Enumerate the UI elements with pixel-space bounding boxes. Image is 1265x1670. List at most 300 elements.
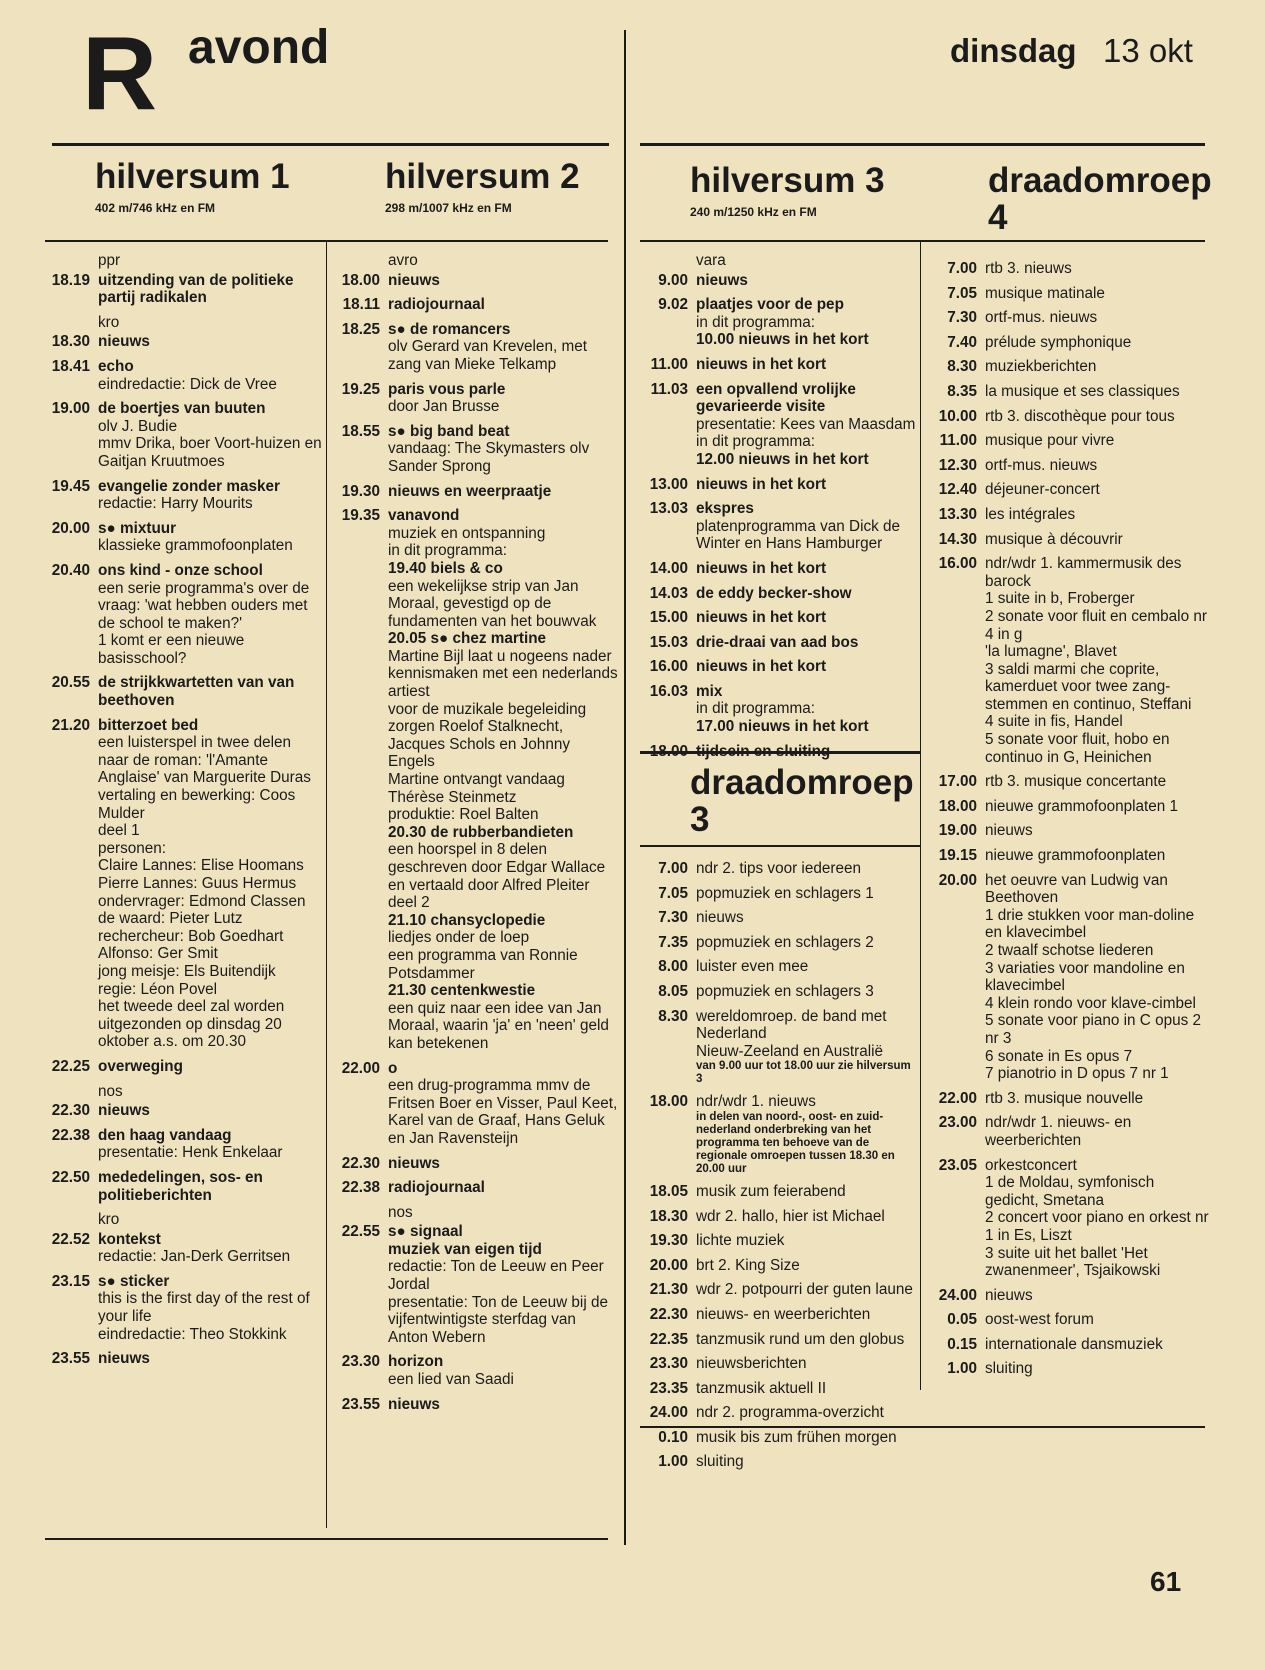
program-time: 22.25 <box>51 1057 90 1075</box>
program-description: rtb 3. musique nouvelle <box>985 1089 1144 1107</box>
program-time: 8.30 <box>658 1007 688 1025</box>
program-entry <box>328 321 618 374</box>
program-entry <box>328 381 618 416</box>
program-details <box>696 1183 918 1201</box>
program-entry <box>40 272 322 307</box>
program-description: tanzmusik rund um den globus <box>696 1330 905 1348</box>
program-details <box>98 400 322 470</box>
program-details <box>98 1127 322 1162</box>
program-details <box>696 934 918 952</box>
program-title: nieuws <box>98 1350 150 1368</box>
program-time: 7.05 <box>658 884 688 902</box>
program-title: ons kind - onze school <box>98 561 263 579</box>
program-time: 11.00 <box>939 432 977 450</box>
broadcaster-name: nos <box>388 1203 413 1221</box>
program-title: s● sticker <box>98 1272 170 1290</box>
program-description: presentatie: Henk Enkelaar <box>98 1144 283 1162</box>
program-details <box>696 1232 918 1250</box>
program-title: den haag vandaag <box>98 1126 232 1144</box>
program-details <box>985 383 1211 401</box>
program-title: uitzending van de politieke partij radikalen <box>98 271 294 307</box>
program-details <box>696 1355 918 1373</box>
program-time: 0.15 <box>947 1335 977 1353</box>
program-title: s● signaal <box>388 1223 463 1241</box>
program-entry <box>40 400 322 470</box>
program-note: van 9.00 uur tot 18.00 uur zie hilversum 3 <box>696 1060 911 1086</box>
program-description: eindredactie: Dick de Vree <box>98 375 277 393</box>
program-details <box>388 483 618 501</box>
program-description: nieuws <box>985 1286 1033 1304</box>
program-description: rtb 3. discothèque pour tous <box>985 407 1175 425</box>
program-description: ndr/wdr 1. nieuws <box>696 1093 816 1111</box>
program-time: 7.30 <box>658 909 688 927</box>
program-entry <box>40 1058 322 1076</box>
program-description: les intégrales <box>985 505 1076 523</box>
h3-freq: 240 m/1250 kHz en FM <box>690 205 817 219</box>
d3-schedule <box>636 860 918 1478</box>
program-details <box>388 1396 618 1414</box>
program-description: het oeuvre van Ludwig van Beethoven 1 drie stukken voor man-doline en klavecimbel 2 twaalf schotse liederen 3 variaties voor mandoline en klavecimbel 4 klein rondo voor klave-cimbel 5 sonate voor piano in C opus 2 nr 3 6 sonate in Es opus 7 7 pianotrio in D opus 7 nr 1 <box>985 871 1202 1083</box>
h2-freq: 298 m/1007 kHz en FM <box>385 201 512 215</box>
broadcaster-label <box>328 252 618 270</box>
program-details <box>985 457 1211 475</box>
program-time: 13.00 <box>649 475 688 493</box>
program-description: musique à découvrir <box>985 530 1123 548</box>
program-details <box>388 1353 618 1388</box>
program-entry <box>921 847 1211 865</box>
broadcaster-name: nos <box>98 1082 123 1100</box>
program-entry <box>636 958 918 976</box>
program-description: la musique et ses classiques <box>985 382 1180 400</box>
program-entry <box>328 272 618 290</box>
program-time: 0.05 <box>947 1311 977 1329</box>
program-details <box>98 358 322 393</box>
program-time: 7.05 <box>947 284 977 302</box>
program-time: 8.30 <box>947 358 977 376</box>
program-details <box>98 1058 322 1076</box>
program-time: 19.35 <box>341 507 380 525</box>
program-details <box>98 1102 322 1120</box>
h2-name: hilversum 2 <box>385 157 580 196</box>
program-entry <box>40 717 322 1051</box>
program-time: 19.00 <box>51 400 90 418</box>
broadcaster-label <box>40 314 322 332</box>
program-title: radiojournaal <box>388 1179 485 1197</box>
program-entry <box>921 531 1211 549</box>
program-entry <box>636 1183 918 1201</box>
program-time: 18.30 <box>51 333 90 351</box>
program-time: 8.05 <box>658 982 688 1000</box>
program-time: 23.00 <box>938 1114 977 1132</box>
program-description: in dit programma: 10.00 nieuws in het kort <box>696 313 869 349</box>
center-divider <box>624 30 626 1545</box>
broadcaster-name: ppr <box>98 252 121 269</box>
program-description: popmuziek en schlagers 1 <box>696 884 874 902</box>
program-time: 22.30 <box>649 1305 688 1323</box>
program-title: mix <box>696 682 723 700</box>
program-title: nieuws in het kort <box>696 609 827 627</box>
program-entry <box>636 1208 918 1226</box>
program-entry <box>921 1287 1211 1305</box>
h3-head <box>690 162 885 219</box>
program-description: vandaag: The Skymasters olv Sander Sprong <box>388 440 590 475</box>
program-title: nieuws <box>388 1154 440 1172</box>
program-title: nieuws <box>388 1395 440 1413</box>
program-details <box>696 1429 918 1447</box>
program-entry <box>921 872 1211 1083</box>
program-time: 19.45 <box>51 477 90 495</box>
program-entry <box>40 1102 322 1120</box>
program-time: 14.00 <box>649 559 688 577</box>
program-title: tijdsein en sluiting <box>696 742 831 760</box>
program-entry <box>921 1336 1211 1354</box>
program-time: 18.00 <box>649 1093 688 1111</box>
program-title: ekspres <box>696 500 754 518</box>
program-time: 7.00 <box>658 860 688 877</box>
program-description: this is the first day of the rest of your life eindredactie: Theo Stokkink <box>98 1290 310 1343</box>
date: 13 okt <box>1103 32 1193 69</box>
program-time: 23.15 <box>51 1272 90 1290</box>
program-time: 7.35 <box>658 933 688 951</box>
program-entry <box>636 609 918 627</box>
program-time: 12.40 <box>938 481 977 499</box>
program-time <box>328 252 388 270</box>
program-title: overweging <box>98 1057 183 1075</box>
program-description: ndr 2. tips voor iedereen <box>696 860 861 877</box>
program-details <box>388 296 618 314</box>
program-time: 13.03 <box>649 500 688 518</box>
h1-head <box>95 158 290 215</box>
program-entry <box>636 272 918 290</box>
program-description: wereldomroep. de band met Nederland Nieuw-Zeeland en Australië <box>696 1007 887 1060</box>
program-time: 22.30 <box>341 1154 380 1172</box>
program-title: drie-draai van aad bos <box>696 633 859 651</box>
h1-name: hilversum 1 <box>95 157 290 196</box>
program-details <box>696 683 918 736</box>
program-time: 23.05 <box>938 1156 977 1174</box>
program-entry <box>636 743 918 761</box>
program-entry <box>921 309 1211 327</box>
program-description: nieuwe grammofoonplaten 1 <box>985 797 1179 815</box>
program-description: nieuws- en weerberichten <box>696 1305 871 1323</box>
program-title: nieuws in het kort <box>696 475 827 493</box>
program-description: ndr/wdr 1. nieuws- en weerberichten <box>985 1114 1132 1149</box>
program-entry <box>636 860 918 878</box>
program-details <box>696 476 918 494</box>
program-description: popmuziek en schlagers 3 <box>696 982 874 1000</box>
program-entry <box>40 358 322 393</box>
d3-head-rule <box>640 845 920 847</box>
program-time: 22.55 <box>341 1223 380 1241</box>
program-time <box>328 1204 388 1222</box>
program-details <box>696 658 918 676</box>
program-time: 22.35 <box>649 1330 688 1348</box>
program-details <box>985 506 1211 524</box>
program-entry <box>921 285 1211 303</box>
broadcaster-name: avro <box>388 252 418 269</box>
program-description: een drug-programma mmv de Fritsen Boer en Visser, Paul Keet, Karel van de Graaf, Hans Geluk en Jan Ravensteijn <box>388 1077 618 1147</box>
program-time <box>40 314 98 332</box>
program-details <box>985 1157 1211 1280</box>
program-details <box>98 1273 322 1343</box>
header-rule-left <box>52 143 609 146</box>
program-entry <box>921 334 1211 352</box>
program-details <box>388 321 618 374</box>
program-entry <box>636 1380 918 1398</box>
program-details <box>985 1090 1211 1108</box>
program-details <box>696 296 918 349</box>
program-entry <box>636 1355 918 1373</box>
program-entry <box>636 634 918 652</box>
program-time: 16.00 <box>938 555 977 573</box>
program-details <box>696 634 918 652</box>
program-description: door Jan Brusse <box>388 398 500 416</box>
program-description: redactie: Harry Mourits <box>98 495 253 513</box>
program-entry <box>328 1223 618 1346</box>
program-entry <box>328 423 618 476</box>
program-entry <box>921 481 1211 499</box>
program-entry <box>636 1453 918 1471</box>
col-rule-left <box>45 240 608 242</box>
program-details <box>696 1331 918 1349</box>
program-entry <box>636 1232 918 1250</box>
program-details <box>388 507 618 1052</box>
program-title: s● big band beat <box>388 422 510 440</box>
program-title: nieuws en weerpraatje <box>388 482 552 500</box>
h3-name: hilversum 3 <box>690 161 885 200</box>
program-details <box>696 1404 918 1422</box>
program-time: 10.00 <box>938 407 977 425</box>
program-time: 18.05 <box>649 1182 688 1200</box>
broadcaster-label <box>40 252 322 270</box>
program-description: sluiting <box>696 1453 744 1471</box>
program-time: 15.03 <box>649 633 688 651</box>
broadcaster-label <box>328 1204 618 1222</box>
program-time <box>40 252 98 270</box>
program-details <box>985 872 1211 1083</box>
program-time: 18.00 <box>341 271 380 289</box>
program-details <box>985 773 1211 791</box>
h3-schedule <box>636 252 918 767</box>
program-entry <box>921 457 1211 475</box>
program-entry <box>636 1281 918 1299</box>
program-time: 22.00 <box>341 1059 380 1077</box>
program-description: rtb 3. nieuws <box>985 260 1072 277</box>
program-details <box>696 909 918 927</box>
program-description: musique pour vivre <box>985 432 1115 450</box>
program-time: 22.38 <box>51 1126 90 1144</box>
col-rule-right <box>640 240 1205 242</box>
program-description: wdr 2. potpourri der guten laune <box>696 1281 913 1299</box>
program-title: bitterzoet bed <box>98 716 199 734</box>
program-entry <box>921 408 1211 426</box>
program-description: internationale dansmuziek <box>985 1335 1163 1353</box>
program-details <box>696 356 918 374</box>
program-details <box>98 478 322 513</box>
program-details <box>696 1453 918 1471</box>
program-details <box>985 481 1211 499</box>
program-description: presentatie: Kees van Maasdam in dit programma: 12.00 nieuws in het kort <box>696 415 916 468</box>
program-entry <box>636 983 918 1001</box>
program-title: nieuws <box>98 333 150 351</box>
program-entry <box>921 1311 1211 1329</box>
program-details <box>98 1350 322 1368</box>
program-details <box>98 272 322 307</box>
program-details <box>696 500 918 553</box>
program-entry <box>636 1331 918 1349</box>
program-time: 12.30 <box>938 456 977 474</box>
program-details <box>388 1155 618 1173</box>
program-details <box>985 432 1211 450</box>
program-description: nieuws <box>696 909 744 927</box>
program-entry <box>636 381 918 469</box>
program-title: vanavond <box>388 507 460 525</box>
program-details <box>696 1380 918 1398</box>
program-description: wdr 2. hallo, hier ist Michael <box>696 1207 885 1225</box>
program-time: 18.00 <box>938 797 977 815</box>
program-details <box>98 1231 322 1266</box>
program-time: 18.00 <box>649 742 688 760</box>
program-title: horizon <box>388 1353 444 1371</box>
program-details <box>696 1257 918 1275</box>
program-details <box>985 408 1211 426</box>
program-time: 19.25 <box>341 380 380 398</box>
program-time: 22.50 <box>51 1168 90 1186</box>
program-entry <box>921 798 1211 816</box>
program-details <box>388 1060 618 1148</box>
program-description: lichte muziek <box>696 1232 785 1250</box>
program-time: 7.30 <box>947 309 977 327</box>
program-time: 23.55 <box>341 1395 380 1413</box>
program-details <box>98 562 322 668</box>
program-details <box>388 1179 618 1197</box>
program-details <box>98 717 322 1051</box>
program-time: 20.00 <box>649 1256 688 1274</box>
program-time: 19.00 <box>938 822 977 840</box>
program-description: nieuwe grammofoonplaten <box>985 847 1166 865</box>
program-title: nieuws <box>388 271 440 289</box>
program-time <box>40 1083 98 1101</box>
program-details <box>985 555 1211 766</box>
program-details <box>696 1008 918 1087</box>
program-details <box>985 1311 1211 1329</box>
program-description: oost-west forum <box>985 1311 1094 1329</box>
program-entry <box>636 296 918 349</box>
program-time: 11.00 <box>650 355 688 373</box>
program-details <box>696 1093 918 1176</box>
program-entry <box>328 1179 618 1197</box>
program-time: 18.19 <box>51 271 90 289</box>
program-description: een lied van Saadi <box>388 1371 514 1389</box>
program-description: déjeuner-concert <box>985 481 1100 499</box>
program-entry <box>328 507 618 1052</box>
broadcaster-name: vara <box>696 252 726 269</box>
program-entry <box>636 560 918 578</box>
program-entry <box>636 1429 918 1447</box>
program-entry <box>636 1306 918 1324</box>
program-title: de eddy becker-show <box>696 584 852 602</box>
program-details <box>696 1306 918 1324</box>
program-details <box>696 585 918 603</box>
program-title: kontekst <box>98 1230 161 1248</box>
program-description: ortf-mus. nieuws <box>985 309 1098 327</box>
program-time: 18.30 <box>649 1207 688 1225</box>
program-entry <box>921 260 1211 278</box>
program-entry <box>636 1404 918 1422</box>
program-title: nieuws <box>98 1102 150 1120</box>
program-entry <box>328 483 618 501</box>
program-entry <box>921 506 1211 524</box>
program-details <box>696 860 918 878</box>
program-entry <box>40 478 322 513</box>
program-entry <box>328 1353 618 1388</box>
program-entry <box>636 1257 918 1275</box>
program-title: nieuws in het kort <box>696 559 827 577</box>
program-time: 24.00 <box>938 1286 977 1304</box>
program-time: 23.35 <box>649 1379 688 1397</box>
program-details <box>696 743 918 761</box>
program-description: olv Gerard van Krevelen, met zang van Mieke Telkamp <box>388 338 587 373</box>
program-description: nieuws <box>985 822 1033 840</box>
program-entry <box>636 909 918 927</box>
program-time: 16.03 <box>649 682 688 700</box>
program-description: nieuwsberichten <box>696 1355 807 1373</box>
program-details <box>985 1360 1211 1378</box>
d4-schedule <box>921 260 1211 1385</box>
program-time: 22.00 <box>938 1089 977 1107</box>
program-description: platenprogramma van Dick de Winter en Hans Hamburger <box>696 517 901 553</box>
program-description: muziek van eigen tijd redactie: Ton de Leeuw en Peer Jordal presentatie: Ton de Leeuw bij de vijfentwintigste sterfdag van Anton Webern <box>388 1240 608 1346</box>
program-details <box>985 285 1211 303</box>
program-time: 1.00 <box>947 1360 977 1378</box>
program-time: 24.00 <box>649 1404 688 1422</box>
program-entry <box>636 1008 918 1087</box>
program-details <box>98 1169 322 1204</box>
program-title: de strijkkwartetten van van beethoven <box>98 674 295 710</box>
program-entry <box>636 1093 918 1176</box>
program-details <box>985 309 1211 327</box>
program-entry <box>328 1155 618 1173</box>
h2-head <box>385 158 580 215</box>
program-title: nieuws in het kort <box>696 355 827 373</box>
program-time: 9.02 <box>658 296 688 314</box>
program-description: brt 2. King Size <box>696 1256 800 1274</box>
section-title: avond <box>188 21 330 74</box>
program-details <box>985 358 1211 376</box>
program-details <box>985 822 1211 840</box>
program-time: 1.00 <box>658 1453 688 1471</box>
program-description: in dit programma: 17.00 nieuws in het kort <box>696 700 869 736</box>
program-entry <box>328 1396 618 1414</box>
program-details <box>696 958 918 976</box>
h1-h2-divider <box>326 240 327 1528</box>
program-details <box>696 983 918 1001</box>
program-description: klassieke grammofoonplaten <box>98 537 293 555</box>
program-title: de boertjes van buuten <box>98 400 266 418</box>
program-time: 18.11 <box>342 296 380 314</box>
program-details <box>985 798 1211 816</box>
program-time: 9.00 <box>658 271 688 289</box>
program-description: ortf-mus. nieuws <box>985 456 1098 474</box>
program-time <box>40 1211 98 1229</box>
program-entry <box>921 1114 1211 1149</box>
program-entry <box>328 1060 618 1148</box>
d4-head <box>988 161 1212 237</box>
program-time <box>636 252 696 270</box>
program-details <box>696 1208 918 1226</box>
program-title: radiojournaal <box>388 296 485 314</box>
program-time: 8.35 <box>947 382 977 400</box>
